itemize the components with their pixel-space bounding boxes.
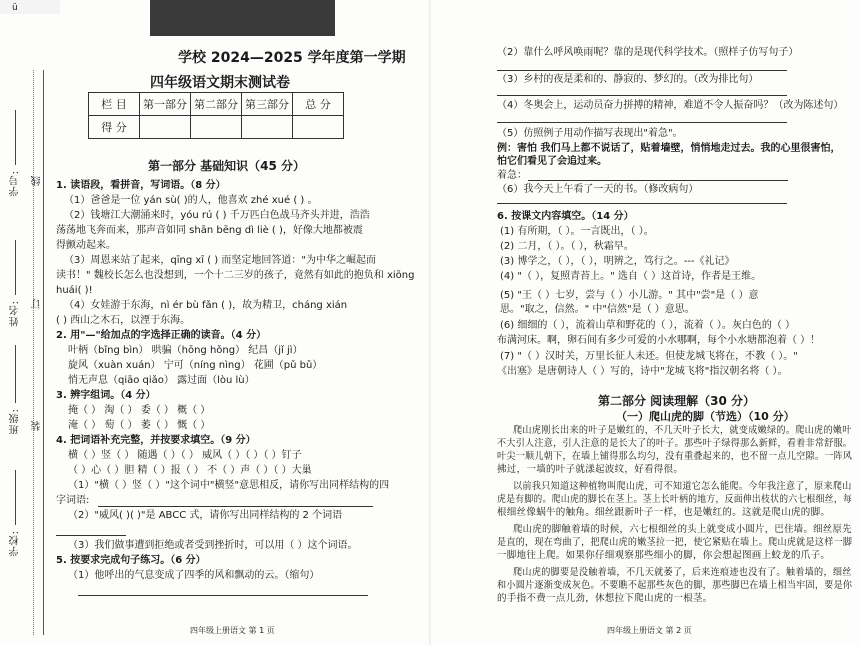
scan-shadow [150, 0, 335, 36]
question-line: (1) 有所期，（ ）。一言既出，（ ）。 [500, 226, 654, 237]
question-line: 得颤动起来。 [56, 240, 116, 251]
answer-line[interactable] [98, 506, 373, 507]
question-line: 字词语: [56, 495, 90, 506]
question-line: 着急： [497, 170, 527, 181]
passage-line: 不大引人注意，引人注意的是长大了的叶子。那些叶子绿得那么新鲜，看着非常舒服。 [497, 438, 853, 449]
question-2: 2. 用"—"给加点的字选择正确的读音。（4 分） [56, 330, 267, 341]
passage-line: 以前我只知道这种植物叫爬山虎，可不知道它怎么能爬。今年我注意了，原来爬山 [513, 481, 852, 492]
seal-text-pack: 装 [32, 420, 43, 431]
question-line: (2) 二月，（ ）。（ ），秋霜早。 [500, 241, 634, 252]
question-line: ( ) 西山之木石，以湮于东海。 [56, 315, 191, 326]
score-cell[interactable] [242, 116, 293, 139]
page-fold [429, 0, 431, 645]
passage-line: 叶尖一顺儿朝下，在墙上铺得那么均匀，没有重叠起来的，也不留一点儿空隙。一阵风 [497, 451, 853, 462]
score-table-header-row [89, 93, 344, 116]
question-line: （4）女娃游于东海，nì ér bù fǎn ( )，故为精卫，cháng xián [64, 300, 348, 311]
part2-title: 第二部分 阅读理解（30 分） [598, 394, 756, 408]
answer-line[interactable] [78, 595, 368, 596]
answer-line[interactable] [497, 203, 787, 204]
question-4: 4. 把词语补充完整，并按要求填空。（9 分） [56, 435, 256, 446]
score-header-cell: 第二部分 [191, 93, 242, 116]
exam-title: 四年级语文期末测试卷 [150, 75, 290, 91]
student-number-field[interactable] [15, 110, 16, 165]
score-header-cell: 第一部分 [140, 93, 191, 116]
question-line: （3）周恩来站了起来，qīng xī ( ) 而坚定地回答道："为中华之崛起而 [64, 255, 376, 266]
question-line: 叶柄（bǐng bìn） 哄骗（hōng hǒng） 纪昌（jǐ jì） [68, 345, 303, 356]
scan-margin [0, 0, 60, 14]
question-line: 怕它们看见了会追过来。 [497, 156, 607, 167]
question-line: 读书！" 魏校长怎么也没想到，一个十二三岁的孩子，竟然有如此的抱负和 xiōng [56, 270, 415, 281]
question-line: （2）"威风( )( )"是 ABCC 式，请你写出同样结构的 2 个词语 [68, 510, 343, 521]
student-number-label: 学号: [10, 170, 21, 197]
seal-text-order: 订 [32, 298, 43, 309]
question-line: 淹（ ） 萄（ ） 萎（ ） 慨（ ） [68, 420, 211, 431]
answer-line[interactable] [497, 95, 787, 96]
page-2-footer: 四年级上册语文 第 2 页 [607, 626, 692, 635]
school-label: 学校: [10, 530, 21, 557]
question-line: （4）冬奥会上，运动员奋力拼搏的精神，难道不令人振奋吗？（改为陈述句） [497, 100, 844, 111]
question-3: 3. 辨字组词。（4 分） [56, 390, 156, 401]
question-line: （6）我今天上午看了一天的书。（修改病句） [497, 184, 699, 195]
question-line: （3）我们做事遭到拒绝或者受到挫折时，可以用（ ）这个词语。 [68, 540, 358, 551]
question-line: 思。"取之，信然。" 中"信然"是（ ）意思。 [500, 304, 695, 315]
question-line: （1）爸爸是一位 yán sù( )的人，他喜欢 zhé xué ( ) 。 [64, 195, 318, 206]
score-cell[interactable] [140, 116, 191, 139]
seal-text-line: 线 [32, 175, 43, 186]
score-header-cell: 第三部分 [242, 93, 293, 116]
binding-line [43, 70, 44, 635]
question-line: (3) 博学之，（ ），（ ），明辨之，笃行之。---《礼记》 [500, 256, 735, 267]
passage-line: 是直的，现在弯曲了，把爬山虎的嫩茎拉一把，使它紧贴在墙上。爬山虎就是这样一脚 [497, 537, 853, 548]
answer-line[interactable] [497, 122, 787, 123]
passage-title: （一）爬山虎的脚（节选）（10 分） [616, 410, 795, 423]
score-cell[interactable] [293, 116, 344, 139]
school-title: 学校 2024—2025 学年度第一学期 [178, 50, 406, 66]
question-line: （2）钱塘江大潮涌来时，yóu rú ( ) 千万匹白色战马齐头并进，浩浩 [64, 210, 370, 221]
passage-line: 虎是有脚的。爬山虎的脚长在茎上。茎上长叶柄的地方，反面伸出枝状的六七根细丝，每 [497, 494, 853, 505]
score-table-row [89, 116, 344, 139]
question-6: 6. 按课文内容填空。（14 分） [497, 211, 634, 222]
school-field[interactable] [15, 470, 16, 525]
answer-line[interactable] [497, 70, 787, 71]
name-label: 姓名: [10, 300, 21, 327]
part1-title: 第一部分 基础知识（45 分） [148, 159, 306, 173]
question-line: 横（ ）竖（ ） 随遇（ ）（ ） 威风（ ）（ ）（ ）钉子 [68, 450, 302, 461]
question-1: 1. 读语段，看拼音，写词语。（8 分） [56, 180, 226, 191]
question-line: huái( )! [56, 285, 93, 296]
question-line: （2）靠什么呼风唤雨呢？靠的是现代科学技术。（照样子仿写句子） [497, 47, 799, 58]
binding-dots [33, 70, 35, 635]
score-header-cell: 栏 目 [89, 93, 140, 116]
class-label: 班级: [10, 408, 21, 435]
passage-line: 爬山虎的脚要是没触着墙，不几天就萎了，后来连痕迹也没有了。触着墙的，细丝 [513, 567, 852, 578]
class-field[interactable] [15, 345, 16, 403]
passage-line: 爬山虎的脚触着墙的时候，六七根细丝的头上就变成小圆片，巴住墙。细丝原先 [513, 524, 852, 535]
corner-mark: ü [12, 3, 18, 13]
question-line: (4) "（ ），复照青苔上。" 选自（ ）这首诗，作者是王维。 [500, 271, 762, 282]
question-line: 掩（ ） 淘（ ） 委（ ） 概（ ） [68, 405, 211, 416]
answer-line[interactable] [56, 535, 126, 536]
question-line: 例：害怕 我们马上都不说话了，贴着墙壁，悄悄地走过去。我的心里很害怕， [497, 143, 841, 154]
passage-line: 拂过，一墙的叶子就漾起波纹，好看得很。 [497, 464, 684, 475]
question-line: (7) "（ ）汉时关，万里长征人未还。但使龙城飞将在，不教（ ）。" [500, 351, 798, 362]
passage-line: 一脚地往上爬。如果你仔细观察那些细小的脚，你会想起图画上蛟龙的爪子。 [497, 550, 831, 561]
name-field[interactable] [15, 240, 16, 295]
question-line: 布满河床。啊，卵石间有多少可爱的小水哪啊，每个小水塘都泡着（ ）！ [497, 335, 821, 346]
passage-line: 的手指不费一点儿劲，休想拉下爬山虎的一根茎。 [497, 593, 713, 604]
passage-line: 和小圆片逐渐变成灰色。不要瞧不起那些灰色的脚，那些脚巴在墙上相当牢固，要是你 [497, 580, 853, 591]
question-line: （3）乡村的夜是柔和的、静寂的、梦幻的。（改为排比句） [497, 74, 759, 85]
score-header-cell: 总 分 [293, 93, 344, 116]
question-5: 5. 按要求完成句子练习。（6 分） [56, 555, 206, 566]
question-line: (6) 细细的（ ），流着山草和野花的（ ），流着（ ）。灰白色的（ ） [500, 320, 796, 331]
question-line: (5) "王（ ）七岁，尝与（ ）小儿游。" 其中"尝"是（ ）意 [500, 290, 759, 301]
question-line: 旋风（xuàn xuán） 宁可（níng nìng） 花圃（pǔ bǔ） [68, 360, 323, 371]
question-line: 荡荡地飞奔而来，那声音如同 shān bēng dì liè ( )，好像大地都被震 [56, 225, 363, 236]
question-line: （1）他呼出的气息变成了四季的风和飘动的云。（缩句） [68, 570, 320, 581]
passage-line: 爬山虎刚长出来的叶子是嫩红的，不几天叶子长大，就变成嫩绿的。爬山虎的嫩叶 [513, 425, 852, 436]
answer-line[interactable] [528, 180, 788, 181]
score-cell[interactable] [191, 116, 242, 139]
score-table [88, 92, 344, 139]
question-line: （1）"横（ ）竖（ ）"这个词中"横竖"意思相反，请你写出同样结构的四 [68, 480, 390, 491]
score-row-label: 得 分 [89, 116, 140, 139]
question-line: 《出塞》是唐朝诗人（ ）写的，诗中"龙城飞将"指汉朝名将（ ）。 [497, 366, 788, 377]
question-line: （ ）心（ ）胆 精（ ）报（ ） 不（ ）声（ ）（ ）大巢 [68, 465, 312, 476]
passage-line: 根细丝像蜗牛的触角。细丝跟新叶子一样，也是嫩红的。这就是爬山虎的脚。 [497, 507, 831, 518]
page-1-footer: 四年级上册语文 第 1 页 [190, 626, 275, 635]
question-line: （5）仿照例子用动作描写表现出"着急"。 [497, 128, 683, 139]
question-line: 悄无声息（qiāo qiǎo） 露过面（lòu lù） [68, 375, 255, 386]
